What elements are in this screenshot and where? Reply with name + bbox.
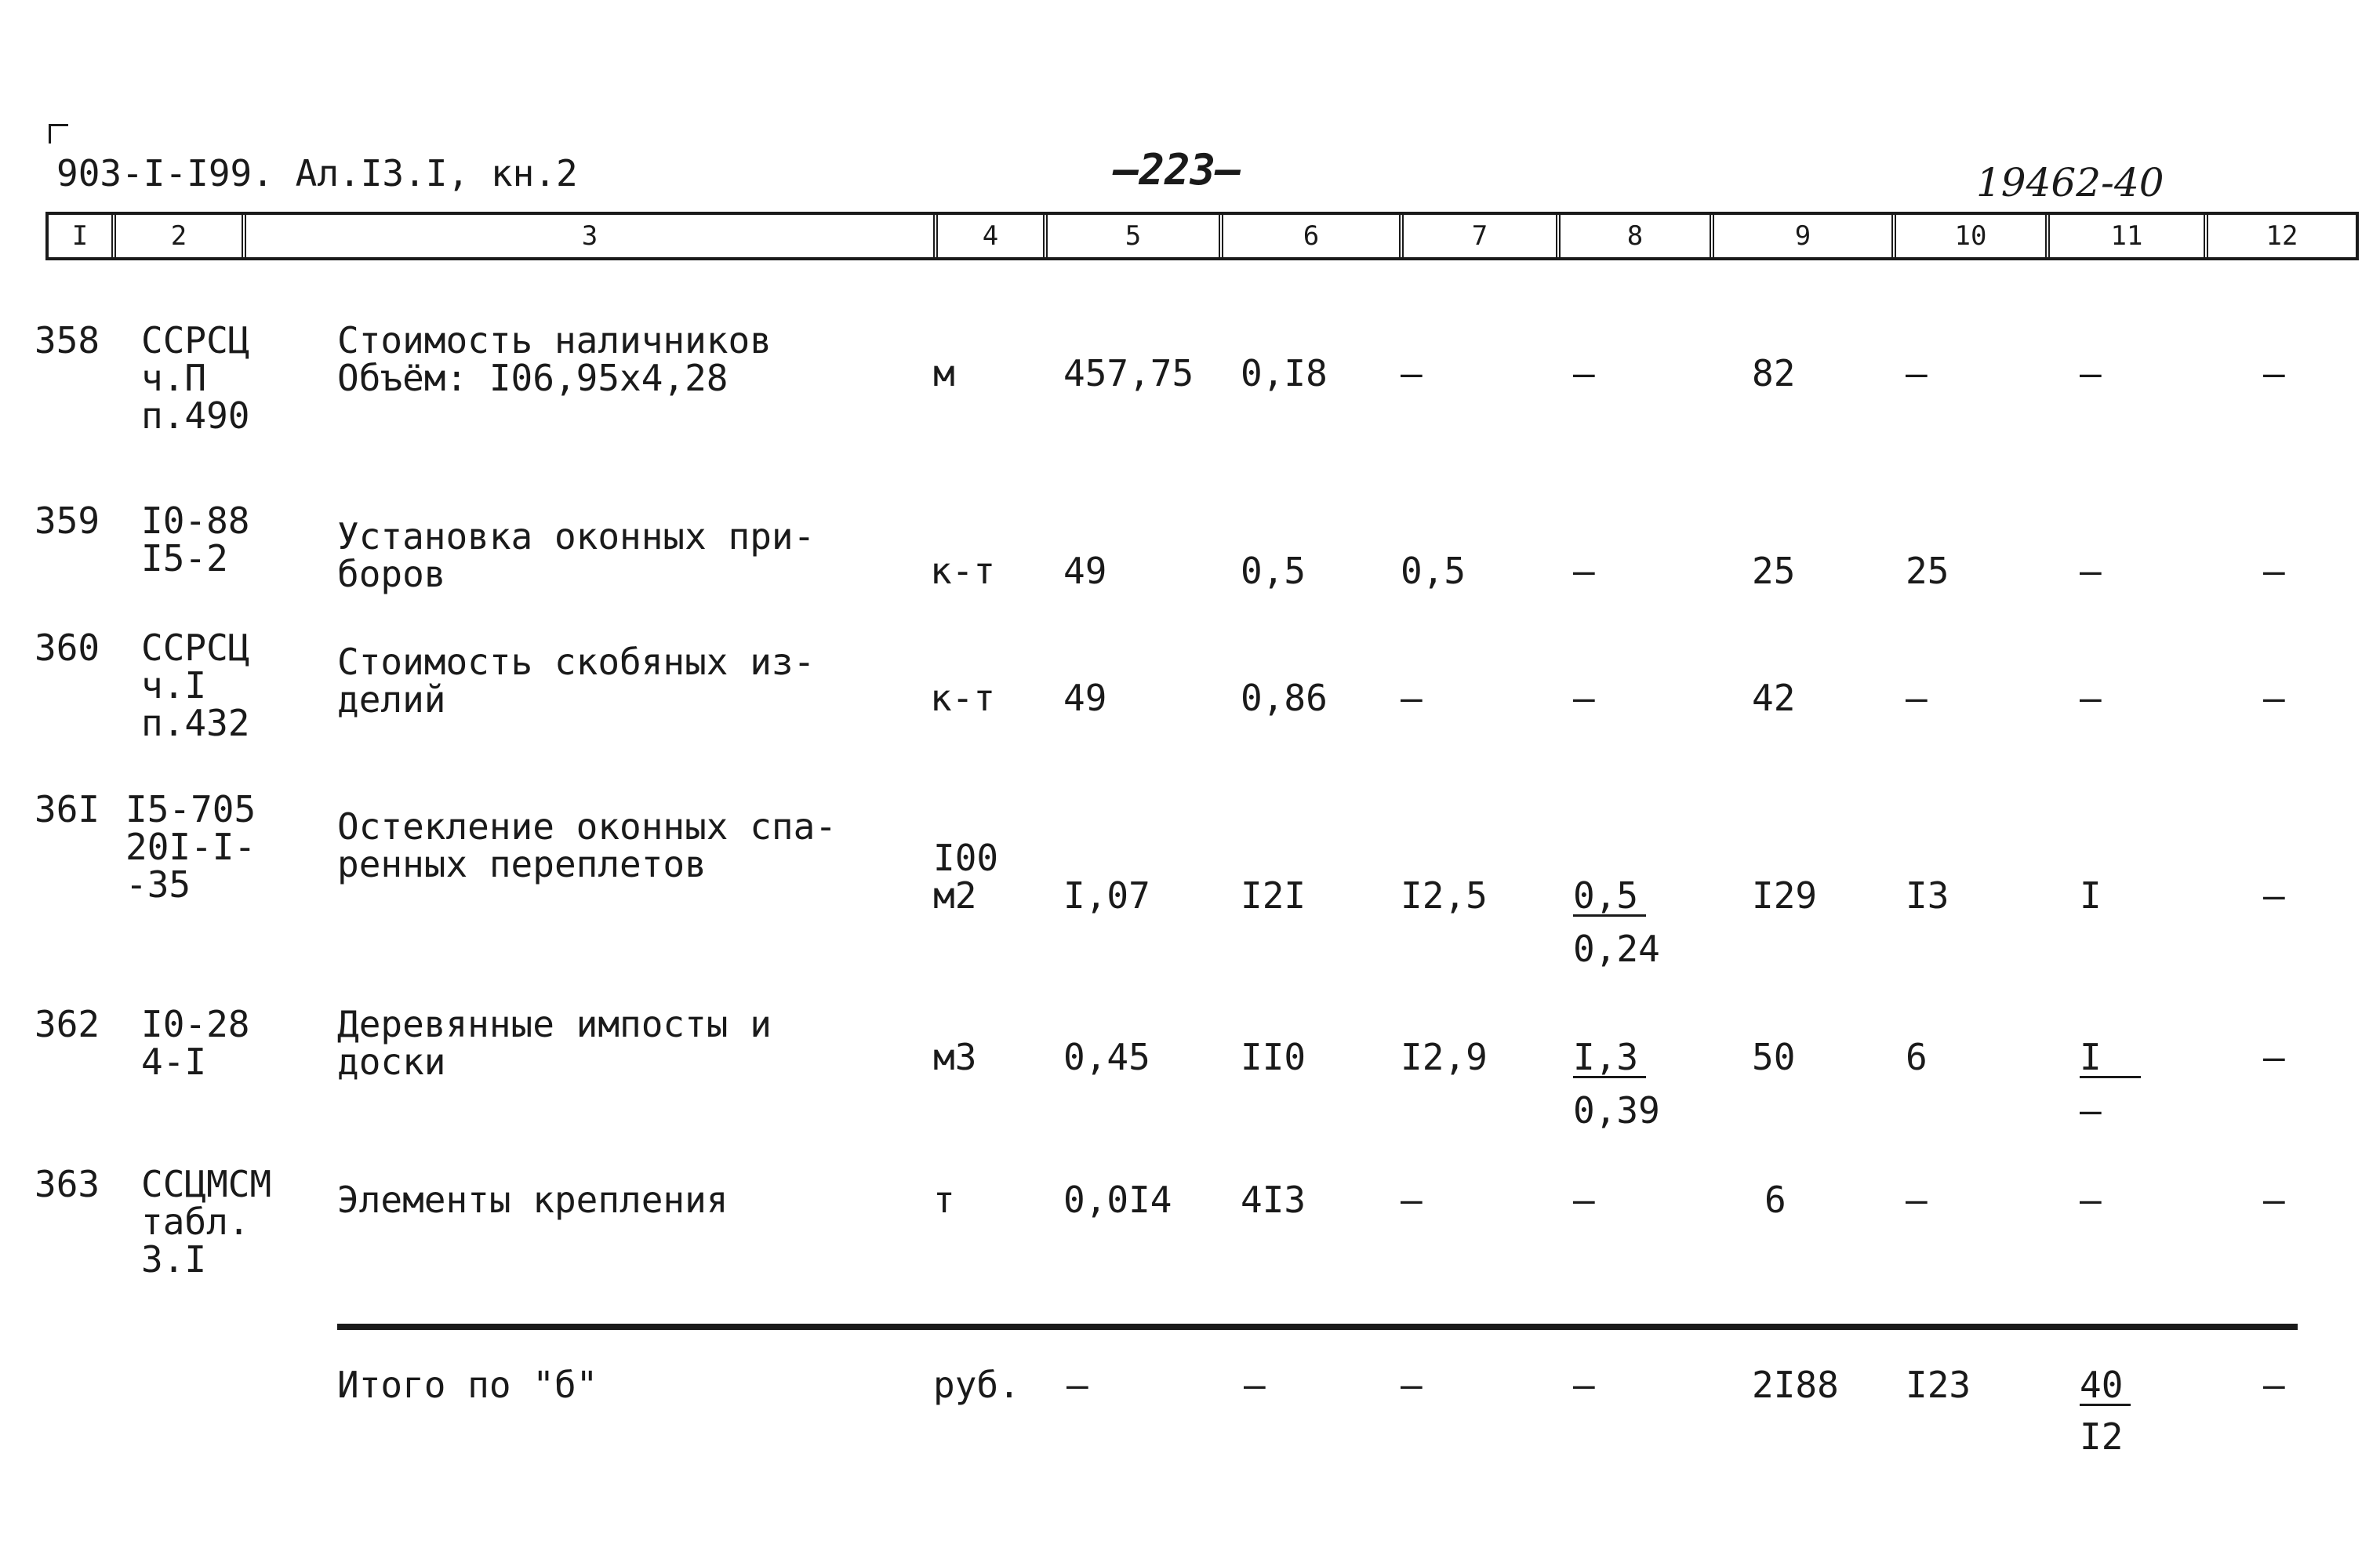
col-8-denominator: 0,24 [1573, 928, 1660, 970]
col-6: 0,I8 [1241, 352, 1328, 394]
unit: м [933, 352, 955, 394]
col-5: 457,75 [1063, 352, 1194, 394]
col-12: – [2263, 874, 2285, 917]
col-8: – [1573, 550, 1595, 592]
work-name: Остекление оконных спа- ренных переплетов [337, 805, 837, 885]
col-11: – [2080, 677, 2102, 719]
total-divider [337, 1324, 2298, 1330]
col-5: I,07 [1063, 874, 1150, 917]
row-number: 36I [35, 788, 100, 830]
col-11: – [2080, 550, 2102, 592]
col-8: – [1573, 677, 1595, 719]
col-11: – [2080, 1179, 2102, 1221]
row-number: 358 [35, 319, 100, 362]
unit: I00 м2 [933, 837, 999, 917]
row-number: 359 [35, 500, 100, 542]
col-8-numerator: I,3 [1573, 1038, 1646, 1078]
unit: к-т [930, 677, 996, 719]
total-col-11-numerator: 40 [2080, 1366, 2131, 1406]
col-5: 49 [1063, 550, 1107, 592]
col-6: II0 [1241, 1036, 1306, 1078]
unit: к-т [930, 550, 996, 592]
total-label: Итого по "б" [337, 1364, 598, 1406]
work-name: Деревянные импосты и доски [337, 1003, 772, 1083]
col-11: – [2080, 352, 2102, 394]
col-9: 6 [1764, 1179, 1786, 1221]
total-col-6: – [1244, 1364, 1266, 1406]
col-8-denominator: 0,39 [1573, 1089, 1660, 1132]
col-10: – [1906, 677, 1928, 719]
col-12: – [2263, 352, 2285, 394]
col-num-6: 6 [1223, 215, 1404, 257]
col-10: I3 [1906, 874, 1949, 917]
col-num-10: 10 [1896, 215, 2050, 257]
norm-code: ССЦМСМ табл. 3.I [141, 1163, 272, 1281]
col-7: – [1401, 352, 1423, 394]
col-10: 6 [1906, 1036, 1928, 1078]
col-num-3: 3 [246, 215, 938, 257]
col-7: I2,9 [1401, 1036, 1488, 1078]
col-12: – [2263, 1036, 2285, 1078]
col-9: 82 [1752, 352, 1796, 394]
handwritten-number: 19462-40 [1976, 160, 2164, 205]
col-8: – [1573, 352, 1595, 394]
total-col-11-denominator: I2 [2080, 1415, 2124, 1458]
row-number: 360 [35, 627, 100, 669]
work-name: Стоимость скобяных из- делий [337, 641, 816, 721]
col-10: – [1906, 352, 1928, 394]
col-6: I2I [1241, 874, 1306, 917]
col-num-7: 7 [1404, 215, 1561, 257]
total-col-5: – [1066, 1364, 1088, 1406]
col-9: I29 [1752, 874, 1818, 917]
total-unit: руб. [933, 1364, 1020, 1406]
work-name: Установка оконных при- боров [337, 515, 816, 595]
col-num-9: 9 [1714, 215, 1896, 257]
col-9: 50 [1752, 1036, 1796, 1078]
col-5: 49 [1063, 677, 1107, 719]
document-code: 903-I-I99. Ал.I3.I, кн.2 [56, 152, 578, 194]
col-9: 42 [1752, 677, 1796, 719]
page-number: —223— [1114, 145, 1241, 194]
col-num-8: 8 [1561, 215, 1714, 257]
row-number: 362 [35, 1003, 100, 1045]
norm-code: ССРСЦ ч.I п.432 [141, 627, 250, 744]
col-11-numerator: I [2080, 1038, 2141, 1078]
col-num-1: I [49, 215, 116, 257]
unit: т [933, 1179, 955, 1221]
col-num-11: 11 [2050, 215, 2208, 257]
col-7: I2,5 [1401, 874, 1488, 917]
col-7: 0,5 [1401, 550, 1466, 592]
col-6: 4I3 [1241, 1179, 1306, 1221]
norm-code: ССРСЦ ч.П п.490 [141, 319, 250, 437]
col-9: 25 [1752, 550, 1796, 592]
col-7: – [1401, 1179, 1423, 1221]
col-10: – [1906, 1179, 1928, 1221]
column-number-bar [45, 212, 2359, 260]
norm-code: I0-88 I5-2 [141, 500, 250, 580]
col-12: – [2263, 677, 2285, 719]
norm-code: I0-28 4-I [141, 1003, 250, 1083]
col-8: – [1573, 1179, 1595, 1221]
total-col-8: – [1573, 1364, 1595, 1406]
col-12: – [2263, 1179, 2285, 1221]
col-num-2: 2 [116, 215, 246, 257]
corner-mark [49, 124, 68, 144]
col-num-4: 4 [938, 215, 1048, 257]
col-6: 0,5 [1241, 550, 1306, 592]
col-11-denominator: – [2080, 1089, 2102, 1132]
norm-code: I5-705 20I-I- -35 [125, 788, 256, 906]
col-5: 0,45 [1063, 1036, 1150, 1078]
col-6: 0,86 [1241, 677, 1328, 719]
unit: м3 [933, 1036, 977, 1078]
work-name: Стоимость наличников Объём: I06,95x4,28 [337, 319, 772, 399]
col-8-numerator: 0,5 [1573, 877, 1646, 917]
total-col-10: I23 [1906, 1364, 1971, 1406]
col-12: – [2263, 550, 2285, 592]
col-7: – [1401, 677, 1423, 719]
work-name: Элементы крепления [337, 1179, 729, 1221]
total-col-12: – [2263, 1364, 2285, 1406]
total-col-7: – [1401, 1364, 1423, 1406]
col-10: 25 [1906, 550, 1949, 592]
col-num-12: 12 [2266, 220, 2298, 252]
total-col-9: 2I88 [1752, 1364, 1839, 1406]
col-11: I [2080, 874, 2102, 917]
col-num-5: 5 [1048, 215, 1223, 257]
row-number: 363 [35, 1163, 100, 1205]
col-5: 0,0I4 [1063, 1179, 1172, 1221]
